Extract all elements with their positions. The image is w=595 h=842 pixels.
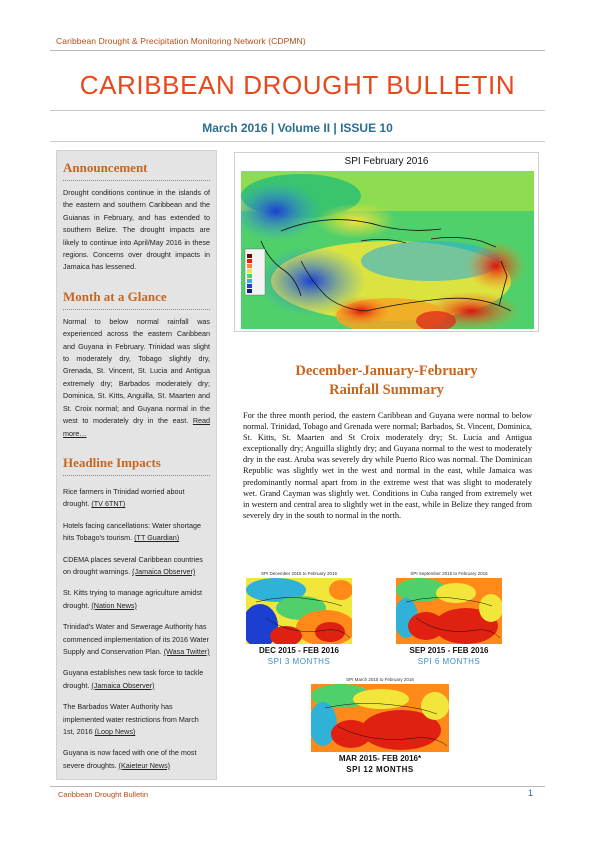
glance-heading: Month at a Glance bbox=[63, 280, 210, 310]
impact-text: Trinidad's Water and Sewerage Authority has commenced implementation of its 2016 Water Supply and Conservation Plan. bbox=[63, 622, 209, 656]
impact-source-link[interactable]: (Loop News) bbox=[94, 727, 136, 736]
spi-6-map-graphic bbox=[396, 578, 502, 644]
impact-item bbox=[63, 701, 210, 738]
summary-title-line2: Rainfall Summary bbox=[329, 382, 444, 398]
spi-3-month-map bbox=[246, 570, 352, 644]
page-number: 1 bbox=[528, 788, 534, 798]
impact-text: St. Kitts trying to manage agriculture amidst drought. bbox=[63, 588, 203, 610]
impact-source-link[interactable]: (Kaieteur News) bbox=[118, 760, 171, 770]
impact-source-link[interactable]: (TV 6TNT) bbox=[91, 499, 126, 509]
announcement-heading: Announcement bbox=[63, 151, 210, 181]
summary-title-line1: December-January-February bbox=[295, 363, 478, 379]
impact-item bbox=[63, 520, 210, 545]
issue-line: March 2016 | Volume II | ISSUE 10 bbox=[202, 121, 393, 135]
impact-item bbox=[63, 587, 210, 612]
spi-12-caption: MAR 2015- FEB 2016* bbox=[338, 754, 422, 763]
spi-3-subcaption: SPI 3 MONTHS bbox=[267, 657, 331, 666]
glance-text bbox=[63, 316, 210, 440]
footer-title: Caribbean Drought Bulletin bbox=[58, 790, 149, 799]
impact-item bbox=[63, 667, 210, 692]
footer-divider bbox=[50, 786, 545, 787]
impact-source-link[interactable]: (Wasa Twitter) bbox=[163, 646, 210, 656]
bulletin-title: CARIBBEAN DROUGHT BULLETIN bbox=[79, 70, 516, 100]
issue-divider bbox=[50, 141, 545, 142]
spi-12-map-title: SPI March 2015 to February 2016 bbox=[346, 677, 414, 682]
spi-6-subcaption: SPI 6 MONTHS bbox=[417, 657, 481, 666]
glance-body: Normal to below normal rainfall was experienced across the eastern Caribbean and Guyana in February. Trinidad was slight to moderately dry, Tobago slightly dry, Grenada, St. Vincent, St. Lucia and Antigua extremely dry; Barbados moderately dry; Dominica, St. Kitts, Anguilla, St. Maarten and St. Croix normal; and Guyana normal in the west to moderately dry in the east. bbox=[63, 316, 210, 426]
map-title: SPI February 2016 bbox=[344, 156, 429, 167]
spi-6-map-title: SPI September 2015 to February 2016 bbox=[410, 571, 488, 576]
summary-body: For the three month period, the eastern Caribbean and Guyana were normal to below normal. Trinidad, Tobago and Grenada were normal; Barbados, St. Vincent, Dominica, St. Kitts, St. Maarten and St Croix moderately dry; St. Lucia and Antigua exceptionally dry; Anguilla slightly dry; and Guyana normal to the west to moderately dry in the east. Aruba was severely dry while Puerto Rico was normal. The Dominican Republic was slightly wet in the west and normal in the east, while Jamaica was predominantly normal apart from in the extreme west that was slight to moderately wet. Grand Cayman was slightly wet. Conditions in Cuba ranged from extremely wet in western and central area to slightly wet in the east, while in Belize they ranged from severely dry in the south to normal in the north. bbox=[243, 411, 532, 520]
summary-title bbox=[234, 362, 539, 400]
spi-3-map-graphic bbox=[246, 578, 352, 644]
announcement-text: Drought conditions continue in the islands of the eastern and southern Caribbean and the Guianas in February, and has extended to southern Belize. The drought impacts are likely to continue into April/May 2016 in these regions. Concerns over drought impacts in Jamaica has lessened. bbox=[63, 188, 210, 272]
spi-3-caption: DEC 2015 - FEB 2016 bbox=[258, 646, 340, 655]
sidebar bbox=[56, 150, 217, 780]
impact-text: Guyana is now faced with one of the most severe droughts. bbox=[63, 748, 197, 770]
spi-6-month-map bbox=[396, 570, 502, 644]
spi-12-month-map bbox=[311, 676, 449, 752]
impact-text: The Barbados Water Authority has implemented water restrictions from March 1st, 2016 bbox=[63, 702, 199, 736]
spi-12-subcaption: SPI 12 MONTHS bbox=[346, 765, 414, 774]
org-name: Caribbean Drought & Precipitation Monitoring Network (CDPMN) bbox=[56, 36, 306, 46]
read-more-link[interactable]: Read more… bbox=[63, 416, 210, 438]
impact-item bbox=[63, 554, 210, 579]
spi-february-map bbox=[234, 152, 539, 332]
impact-text: Rice farmers in Trinidad worried about drought. bbox=[63, 486, 185, 509]
impact-item bbox=[63, 747, 210, 772]
spi-12-map-graphic bbox=[311, 684, 449, 752]
impact-source-link[interactable]: (Jamaica Observer) bbox=[91, 680, 155, 690]
title-divider bbox=[50, 110, 545, 111]
impact-text: Guyana establishes new task force to tackle drought. bbox=[63, 668, 204, 690]
impact-item bbox=[63, 621, 210, 658]
spi-map-graphic bbox=[241, 171, 534, 329]
impact-item bbox=[63, 486, 210, 511]
impact-text: CDEMA places several Caribbean countries on drought warnings. bbox=[63, 554, 203, 576]
spi-6-caption: SEP 2015 - FEB 2016 bbox=[409, 646, 489, 655]
impacts-heading: Headline Impacts bbox=[63, 446, 210, 476]
impacts-list bbox=[63, 486, 210, 772]
impact-source-link[interactable]: (TT Guardian) bbox=[134, 533, 180, 543]
header-divider bbox=[50, 50, 545, 51]
impact-source-link[interactable]: (Nation News) bbox=[91, 600, 137, 610]
impact-source-link[interactable]: (Jamaica Observer) bbox=[132, 566, 196, 576]
impact-text: Hotels facing cancellations: Water shortage hits Tobago's tourism. bbox=[63, 520, 201, 543]
spi-3-map-title: SPI December 2015 to February 2016 bbox=[260, 571, 338, 576]
